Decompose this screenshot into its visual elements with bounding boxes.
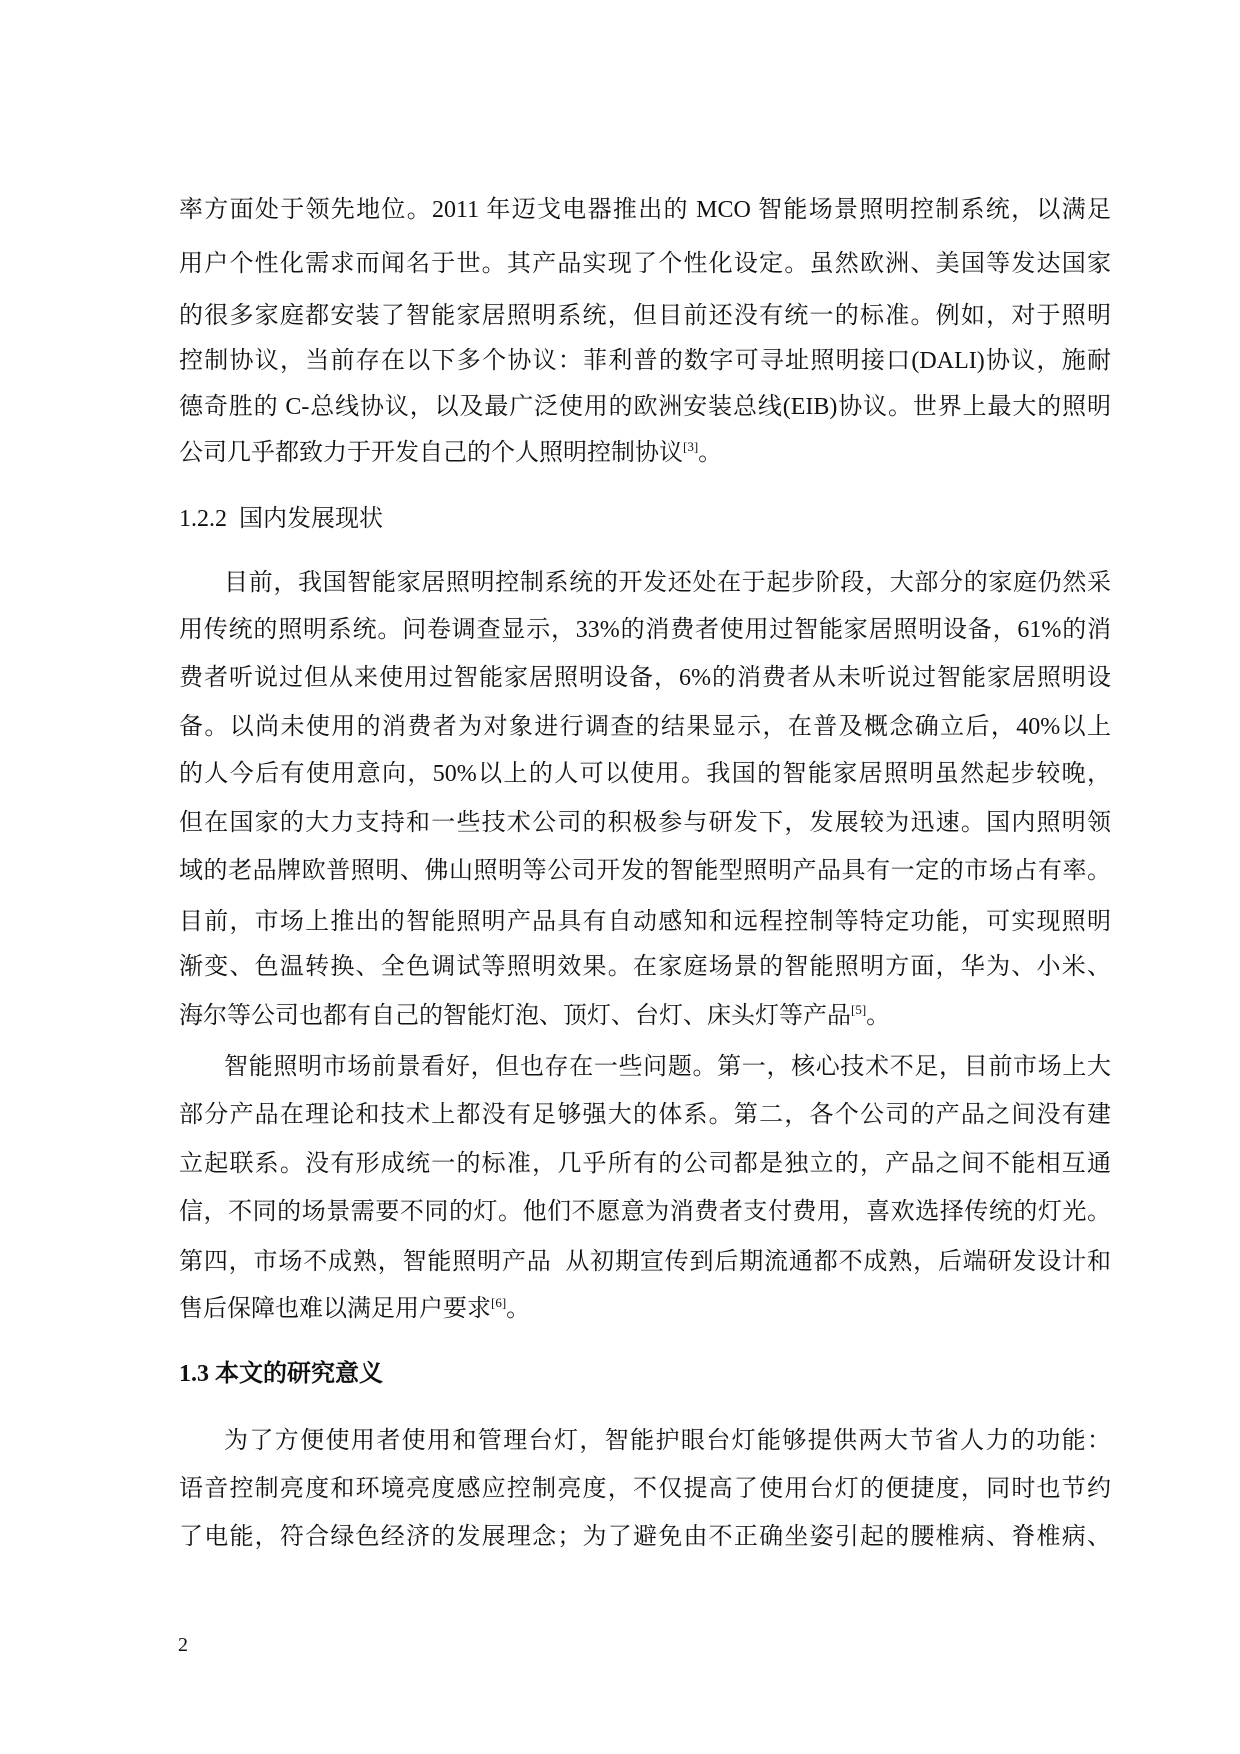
citation-ref: [6]: [491, 1295, 507, 1310]
paragraph-line: 目前，我国智能家居照明控制系统的开发还处在于起步阶段，大部分的家庭仍然采: [224, 570, 1111, 596]
paragraph-line: 为了方便使用者使用和管理台灯，智能护眼台灯能够提供两大节省人力的功能：: [224, 1428, 1111, 1454]
paragraph-line: 费者听说过但从来使用过智能家居照明设备，6%的消费者从未听说过智能家居照明设: [179, 665, 1111, 691]
paragraph-line: [179, 1001, 1111, 1031]
line-tail: 。: [506, 1296, 531, 1322]
paragraph-line: 渐变、色温转换、全色调试等照明效果。在家庭场景的智能照明方面，华为、小米、: [179, 954, 1111, 980]
paragraph-line: 用户个性化需求而闻名于世。其产品实现了个性化设定。虽然欧洲、美国等发达国家: [179, 251, 1111, 277]
line-text: 售后保障也难以满足用户要求: [179, 1296, 491, 1322]
paragraph-line: 部分产品在理论和技术上都没有足够强大的体系。第二，各个公司的产品之间没有建: [179, 1102, 1111, 1128]
page-number: 2: [178, 1634, 188, 1656]
section-heading-1-3: 1.3 本文的研究意义: [179, 1361, 383, 1387]
paragraph-line: 用传统的照明系统。问卷调查显示，33%的消费者使用过智能家居照明设备，61%的消: [179, 617, 1111, 643]
paragraph-line: 信，不同的场景需要不同的灯。他们不愿意为消费者支付费用，喜欢选择传统的灯光。: [179, 1199, 1111, 1225]
paragraph-line: 控制协议，当前存在以下多个协议：菲利普的数字可寻址照明接口(DALI)协议，施耐: [179, 348, 1111, 374]
paragraph-line: 目前，市场上推出的智能照明产品具有自动感知和远程控制等特定功能，可实现照明: [179, 909, 1111, 935]
line-tail: 。: [698, 440, 723, 466]
paragraph-line: 立起联系。没有形成统一的标准，几乎所有的公司都是独立的，产品之间不能相互通: [179, 1151, 1111, 1177]
paragraph-line: 的很多家庭都安装了智能家居照明系统，但目前还没有统一的标准。例如，对于照明: [179, 303, 1111, 329]
paragraph-line: [179, 1294, 1111, 1324]
paragraph-line: [179, 438, 1111, 468]
line-text: 公司几乎都致力于开发自己的个人照明控制协议: [179, 440, 683, 466]
line-tail: 。: [866, 1003, 891, 1029]
paragraph-line: 域的老品牌欧普照明、佛山照明等公司开发的智能型照明产品具有一定的市场占有率。: [179, 858, 1111, 884]
paragraph-line: 率方面处于领先地位。2011 年迈戈电器推出的 MCO 智能场景照明控制系统，以满足: [179, 197, 1111, 223]
paragraph-line: 的人今后有使用意向，50%以上的人可以使用。我国的智能家居照明虽然起步较晚，: [179, 761, 1111, 787]
paragraph-line: 第四，市场不成熟，智能照明产品 从初期宣传到后期流通都不成熟，后端研发设计和: [179, 1249, 1111, 1275]
paragraph-line: 德奇胜的 C-总线协议，以及最广泛使用的欧洲安装总线(EIB)协议。世界上最大的照明: [179, 394, 1111, 420]
line-text: 海尔等公司也都有自己的智能灯泡、顶灯、台灯、床头灯等产品: [179, 1003, 851, 1029]
citation-ref: [5]: [851, 1002, 867, 1017]
section-heading-1-2-2: 1.2.2 国内发展现状: [179, 506, 383, 532]
paragraph-line: 智能照明市场前景看好，但也存在一些问题。第一，核心技术不足，目前市场上大: [224, 1054, 1111, 1080]
paragraph-line: 语音控制亮度和环境亮度感应控制亮度，不仅提高了使用台灯的便捷度，同时也节约: [179, 1476, 1111, 1502]
paragraph-line: 备。以尚未使用的消费者为对象进行调查的结果显示，在普及概念确立后，40%以上: [179, 714, 1111, 740]
paragraph-line: 但在国家的大力支持和一些技术公司的积极参与研发下，发展较为迅速。国内照明领: [179, 810, 1111, 836]
citation-ref: [3]: [683, 439, 699, 454]
paragraph-line: 了电能，符合绿色经济的发展理念；为了避免由不正确坐姿引起的腰椎病、脊椎病、: [179, 1524, 1111, 1550]
